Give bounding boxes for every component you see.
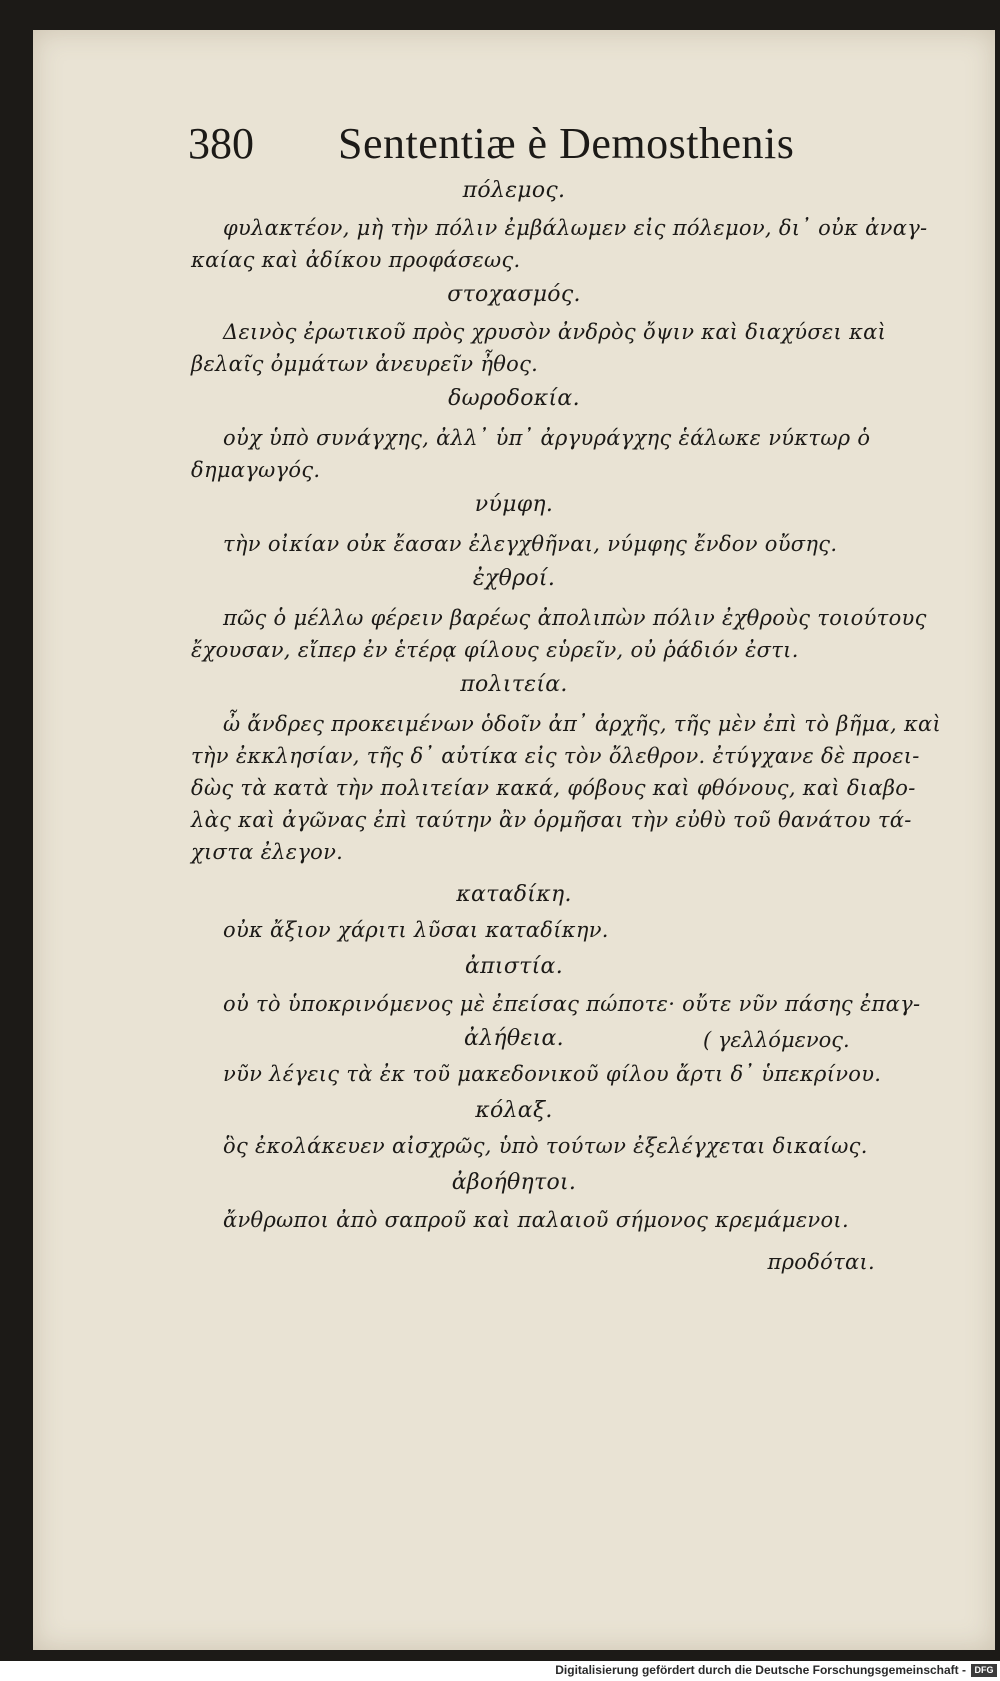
section-heading-politeia: πολιτεία. (460, 672, 568, 697)
text-line: καίας καὶ ἀδίκου προφάσεως. (191, 248, 521, 272)
section-heading-katadike: καταδίκη. (456, 882, 572, 907)
marginal-note: ( γελλόμενος. (703, 1028, 850, 1052)
text-line: οὐκ ἄξιον χάριτι λῦσαι καταδίκην. (223, 918, 609, 942)
text-line: πῶς ὁ μέλλω φέρειν βαρέως ἀπολιπὼν πόλιν ἐχθροὺς τοιούτους (223, 606, 927, 630)
section-heading-kolax: κόλαξ. (475, 1098, 553, 1123)
section-heading-nymphe: νύμφη. (474, 492, 554, 517)
section-heading-stochasmos: στοχασμός. (447, 282, 581, 307)
text-line: ὦ ἄνδρες προκειμένων ὁδοῖν ἀπ᾽ ἀρχῆς, τῆς μὲν ἐπὶ τὸ βῆμα, καὶ (223, 712, 942, 736)
running-title: Sententiæ è Demosthenis (338, 119, 795, 168)
section-heading-dorodokia: δωροδοκία. (448, 386, 580, 411)
section-heading-echthroi: ἐχθροί. (472, 566, 556, 591)
text-line: οὐ τὸ ὑποκρινόμενος μὲ ἐπείσας πώποτε· οὔτε νῦν πάσης ἐπαγ- (223, 992, 921, 1016)
footer-bar (0, 1661, 1000, 1681)
text-line: δημαγωγός. (191, 458, 321, 482)
text-line: χιστα ἐλεγον. (191, 840, 344, 864)
text-line: τὴν οἰκίαν οὐκ ἔασαν ἐλεγχθῆναι, νύμφης ἔνδον οὔσης. (223, 532, 838, 556)
text-line: ἄνθρωποι ἀπὸ σαπροῦ καὶ παλαιοῦ σήμονος κρεμάμενοι. (223, 1208, 849, 1232)
text-line: τὴν ἐκκλησίαν, τῆς δ᾽ αὐτίκα εἰς τὸν ὄλεθρον. ἐτύγχανε δὲ προει- (191, 744, 920, 768)
dfg-logo-icon: DFG (971, 1664, 997, 1677)
section-heading-aletheia: ἀλήθεια. (464, 1026, 564, 1051)
section-heading-aboethetoi: ἀβοήθητοι. (451, 1170, 577, 1195)
page-number: 380 (188, 119, 254, 168)
book-page (33, 30, 995, 1650)
text-line: ἔχουσαν, εἴπερ ἐν ἑτέρᾳ φίλους εὑρεῖν, οὐ ῥάδιόν ἐστι. (191, 638, 799, 662)
text-line: νῦν λέγεις τὰ ἐκ τοῦ μακεδονικοῦ φίλου ἄρτι δ᾽ ὑπεκρίνου. (223, 1062, 882, 1086)
text-line: οὐχ ὑπὸ συνάγχης, ἀλλ᾽ ὑπ᾽ ἀργυράγχης ἑάλωκε νύκτωρ ὁ (223, 426, 871, 450)
section-heading-polemos: πόλεμος. (462, 178, 566, 203)
page-header (188, 118, 828, 178)
text-line: φυλακτέον, μὴ τὴν πόλιν ἐμβάλωμεν εἰς πόλεμον, δι᾽ οὐκ ἀναγ- (223, 216, 928, 240)
catchword: προδόται. (767, 1250, 875, 1274)
text-line: δὼς τὰ κατὰ τὴν πολιτείαν κακά, φόβους καὶ φθόνους, καὶ διαβο- (191, 776, 916, 800)
footer-credit: Digitalisierung gefördert durch die Deutsche Forschungsgemeinschaft - (555, 1663, 966, 1677)
text-line: λὰς καὶ ἀγῶνας ἐπὶ ταύτην ἂν ὁρμῆσαι τὴν εὐθὺ τοῦ θανάτου τά- (191, 808, 912, 832)
text-line: ὃς ἐκολάκευεν αἰσχρῶς, ὑπὸ τούτων ἐξελέγχεται δικαίως. (223, 1134, 868, 1158)
text-line: βελαῖς ὀμμάτων ἀνευρεῖν ἦθος. (191, 352, 539, 376)
section-heading-apistia: ἀπιστία. (464, 954, 563, 979)
text-line: Δεινὸς ἐρωτικοῦ πρὸς χρυσὸν ἀνδρὸς ὄψιν καὶ διαχύσει καὶ (223, 320, 887, 344)
